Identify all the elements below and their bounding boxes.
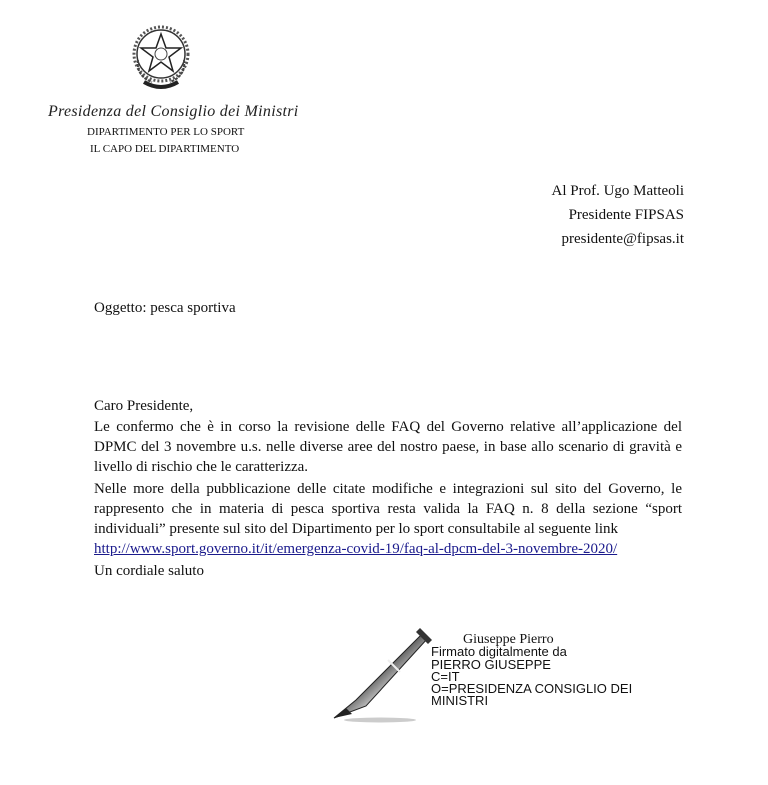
digital-signature-line-4: O=PRESIDENZA CONSIGLIO DEI	[431, 681, 633, 696]
addressee-role: Presidente FIPSAS	[568, 207, 684, 223]
addressee-name: Al Prof. Ugo Matteoli	[551, 183, 684, 199]
signatory-name: Giuseppe Pierro	[463, 632, 554, 647]
subject-line: Oggetto: pesca sportiva	[94, 300, 236, 316]
digital-signature-line-2: PIERRO GIUSEPPE	[431, 657, 551, 672]
department-head-title: IL CAPO DEL DIPARTIMENTO	[90, 143, 240, 155]
closing-line: Un cordiale saluto	[94, 563, 204, 579]
institution-name: Presidenza del Consiglio dei Ministri	[48, 103, 299, 120]
digital-signature-line-1: Firmato digitalmente da	[431, 644, 567, 659]
pen-icon	[328, 628, 433, 724]
digital-signature-line-3: C=IT	[431, 669, 460, 684]
body-paragraph-2: Nelle more della pubblicazione delle citate modifiche e integrazioni sul sito del Governo, le rappresento che in materia di pesca sportiva resta valida la FAQ n. 8 della sezione “sport individuali” presente sul sito del Dipartimento per lo sport consultabile al seguente link	[94, 481, 682, 537]
italian-republic-emblem-icon	[130, 20, 192, 94]
faq-link[interactable]: http://www.sport.governo.it/it/emergenza-covid-19/faq-al-dpcm-del-3-novembre-2020/	[94, 541, 618, 557]
digital-signature-line-5: MINISTRI	[431, 693, 489, 708]
salutation: Caro Presidente,	[94, 398, 194, 414]
body-paragraph-1: Le confermo che è in corso la revisione delle FAQ del Governo relative all’applicazione del DPMC del 3 novembre u.s. nelle diverse aree del nostro paese, in base allo scenario di gravità e livello di rischio che le caratterizza.	[94, 419, 682, 475]
department-name: DIPARTIMENTO PER LO SPORT	[87, 126, 245, 138]
addressee-email: presidente@fipsas.it	[561, 231, 684, 247]
